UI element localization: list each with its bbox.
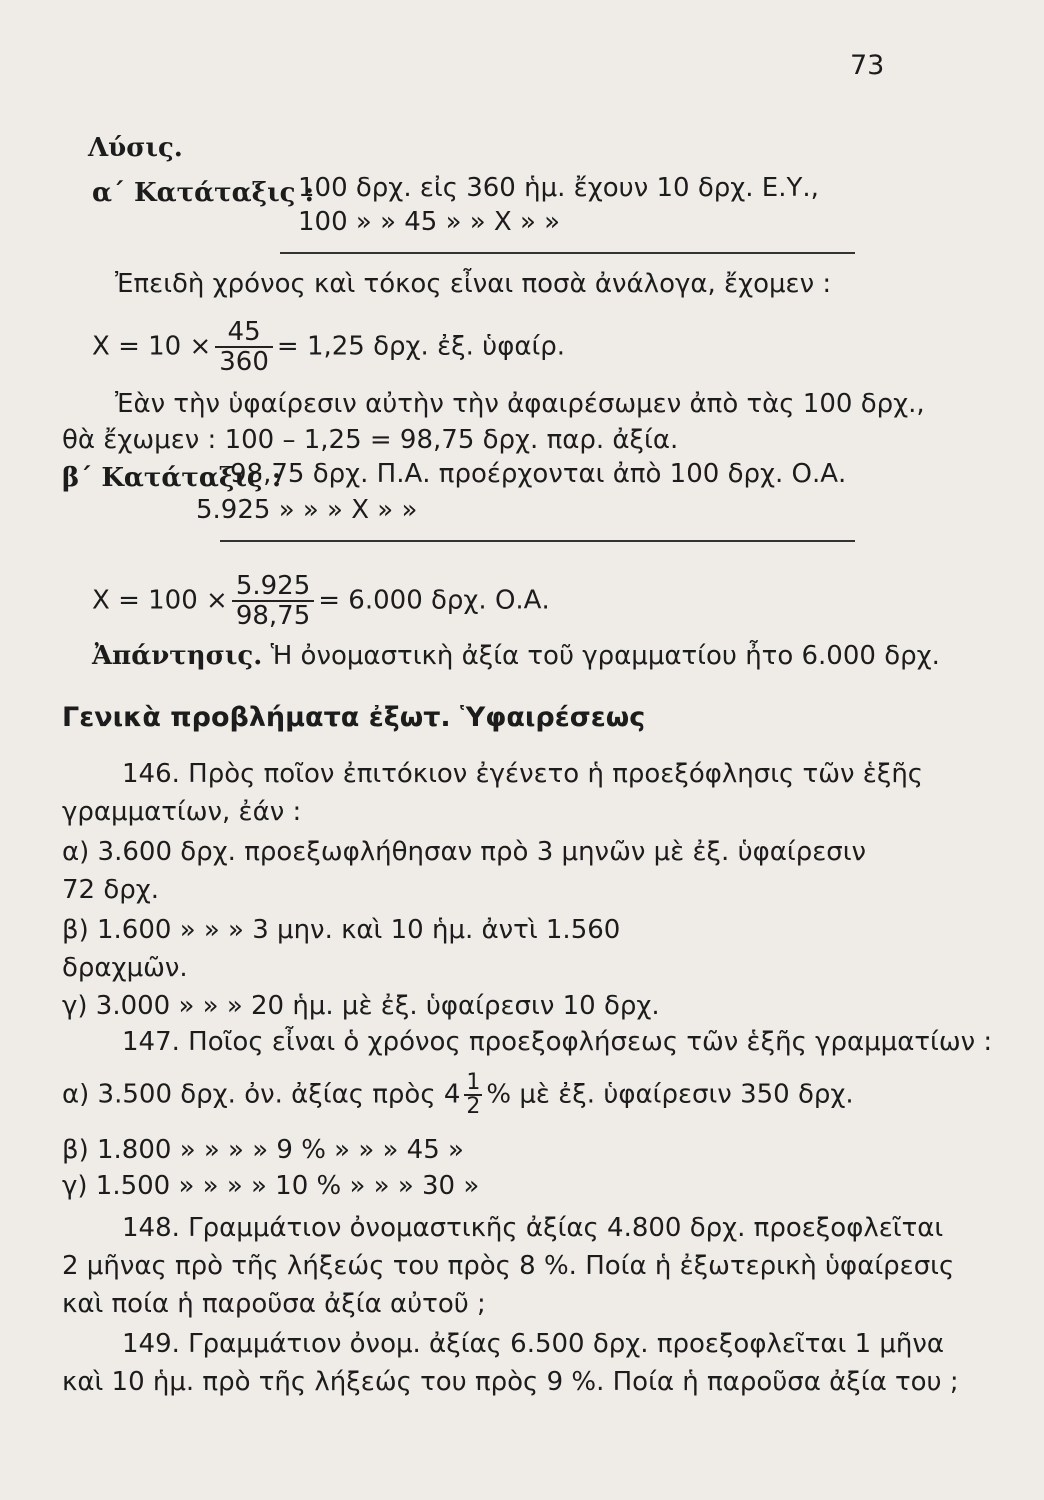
problem-147-c-line: γ) 1.500 » » » » 10 % » » » 30 »: [62, 1171, 480, 1201]
page-number: 73: [850, 50, 885, 81]
classification-a-row-2: 100 » » 45 » » X » »: [298, 207, 561, 237]
classification-a-label: α΄ Κατάταξις :: [92, 178, 315, 208]
problem-147-a-fraction: [464, 1072, 482, 1118]
problem-149-line-1: 149. Γραμμάτιον ὀνομ. ἀξίας 6.500 δρχ. προεξοφλεῖται 1 μῆνα: [122, 1329, 945, 1359]
formula-1-fraction: [215, 318, 273, 376]
formula-2-denominator: 98,75: [235, 601, 311, 631]
formula-1-numerator: 45: [215, 318, 273, 348]
problem-149-line-2: καὶ 10 ἡμ. πρὸ τῆς λήξεώς του πρὸς 9 %. Ποία ἡ παροῦσα ἀξία του ;: [62, 1367, 959, 1397]
formula-2: [92, 572, 550, 630]
answer-text: Ἡ ὀνομαστικὴ ἀξία τοῦ γραμματίου ἦτο 6.000 δρχ.: [270, 641, 940, 671]
problem-147-line-1: 147. Ποῖος εἶναι ὁ χρόνος προεξοφλήσεως τῶν ἑξῆς γραμματίων :: [122, 1027, 993, 1057]
formula-2-left: X = 100 ×: [92, 585, 228, 616]
problem-146-b-line-2: δραχμῶν.: [62, 953, 188, 983]
solution-heading: Λύσις.: [88, 133, 183, 163]
problem-146-c-line: γ) 3.000 » » » 20 ἡμ. μὲ ἐξ. ὑφαίρεσιν 10 δρχ.: [62, 991, 660, 1021]
present-value-statement: θὰ ἔχωμεν : 100 – 1,25 = 98,75 δρχ. παρ. ἀξία.: [62, 425, 679, 455]
problem-147-a-denominator: 2: [466, 1094, 481, 1119]
formula-1-denominator: 360: [219, 347, 269, 377]
problem-146-line-1: 146. Πρὸς ποῖον ἐπιτόκιον ἐγένετο ἡ προεξόφλησις τῶν ἑξῆς: [122, 759, 924, 789]
problem-148-line-2: 2 μῆνας πρὸ τῆς λήξεώς του πρὸς 8 %. Ποία ἡ ἐξωτερικὴ ὑφαίρεσις: [62, 1251, 955, 1281]
classification-b-row-1: 98,75 δρχ. Π.Α. προέρχονται ἀπὸ 100 δρχ. Ο.Α.: [230, 459, 847, 489]
problem-147-a-left: α) 3.500 δρχ. ὀν. ἀξίας πρὸς 4: [62, 1079, 461, 1110]
problem-147-a-line: [62, 1072, 854, 1118]
problem-146-b-line-1: β) 1.600 » » » 3 μην. καὶ 10 ἡμ. ἀντὶ 1.560: [62, 915, 621, 945]
answer-line: [92, 640, 940, 672]
formula-2-fraction: [232, 572, 314, 630]
formula-1: [92, 318, 565, 376]
formula-1-right: = 1,25 δρχ. ἐξ. ὑφαίρ.: [276, 331, 566, 362]
formula-2-right: = 6.000 δρχ. Ο.Α.: [318, 585, 550, 616]
problem-147-a-numerator: 1: [466, 1070, 481, 1095]
formula-2-numerator: 5.925: [232, 572, 314, 602]
problem-147-b-line: β) 1.800 » » » » 9 % » » » 45 »: [62, 1135, 464, 1165]
problem-146-line-2: γραμματίων, ἐάν :: [62, 797, 302, 827]
problem-148-line-1: 148. Γραμμάτιον ὀνομαστικῆς ἀξίας 4.800 δρχ. προεξοφλεῖται: [122, 1213, 944, 1243]
divider-rule-a: [280, 252, 855, 254]
classification-b-row-2: 5.925 » » » X » »: [196, 495, 418, 525]
section-title: Γενικὰ προβλήματα ἐξωτ. Ὑφαιρέσεως: [62, 702, 646, 733]
problem-148-line-3: καὶ ποία ἡ παροῦσα ἀξία αὐτοῦ ;: [62, 1289, 486, 1319]
problem-146-a-line-2: 72 δρχ.: [62, 875, 160, 905]
answer-label: Ἀπάντησις.: [92, 641, 263, 671]
subtraction-statement: Ἐὰν τὴν ὑφαίρεσιν αὐτὴν τὴν ἀφαιρέσωμεν ἀπὸ τὰς 100 δρχ.,: [115, 389, 925, 419]
classification-a-row-1: 100 δρχ. εἰς 360 ἡμ. ἔχουν 10 δρχ. Ε.Υ.,: [298, 173, 819, 203]
formula-1-left: X = 10 ×: [92, 331, 212, 362]
divider-rule-b: [220, 540, 855, 542]
problem-146-a-line-1: α) 3.600 δρχ. προεξωφλήθησαν πρὸ 3 μηνῶν μὲ ἐξ. ὑφαίρεσιν: [62, 837, 867, 867]
problem-147-a-right: % μὲ ἐξ. ὑφαίρεσιν 350 δρχ.: [486, 1079, 854, 1110]
classification-b-label: β΄ Κατάταξις :: [62, 463, 282, 493]
proportion-statement: Ἐπειδὴ χρόνος καὶ τόκος εἶναι ποσὰ ἀνάλογα, ἔχομεν :: [115, 269, 832, 299]
